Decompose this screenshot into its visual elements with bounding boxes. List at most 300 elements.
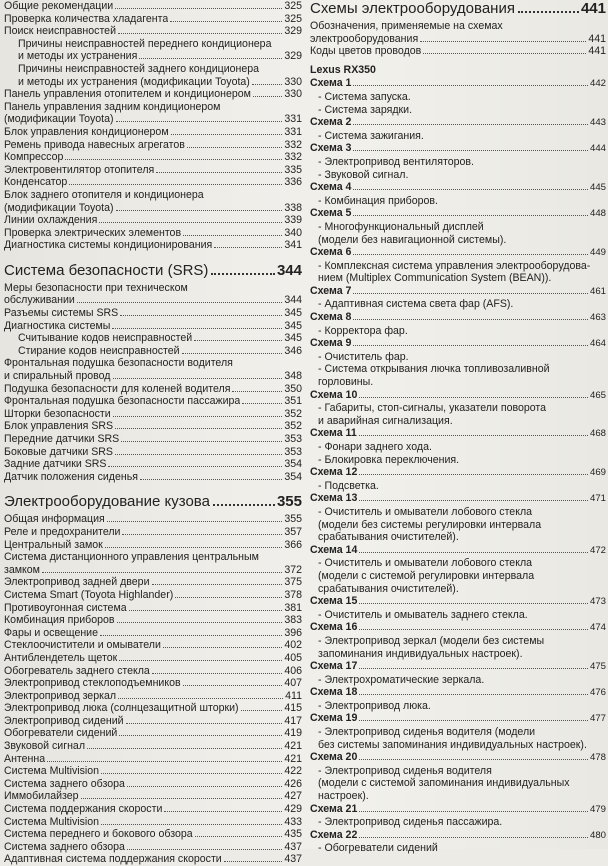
toc-entry-page: 348	[284, 370, 302, 383]
scheme-dot-leader	[359, 759, 588, 760]
scheme-description-line: - Система зарядки.	[318, 103, 413, 116]
toc-entry-title: Электропривод сидений	[4, 714, 124, 727]
scheme-description-line: и аварийная сигнализация.	[318, 414, 453, 427]
toc-entry[interactable]	[4, 294, 302, 307]
scheme-dot-leader	[359, 435, 588, 436]
toc-entry-title: Антиблендетель щеток	[4, 651, 118, 664]
scheme-page: 463	[589, 312, 606, 324]
toc-entry[interactable]	[4, 139, 302, 152]
scheme-description-line: - Очиститель фар.	[318, 350, 409, 363]
toc-entry[interactable]	[4, 345, 302, 358]
toc-dot-leader	[47, 761, 282, 762]
section-dot-leader	[211, 273, 275, 275]
toc-entry-title: электрооборудования	[310, 32, 419, 45]
scheme-dot-leader	[353, 319, 588, 320]
toc-entry-page: 378	[284, 588, 302, 601]
toc-entry-title: и спиральный провод	[4, 370, 111, 383]
scheme-description-line: запоминания индивидуальных настроек).	[318, 647, 523, 660]
toc-entry-page: 417	[284, 714, 302, 727]
toc-entry[interactable]	[4, 539, 302, 552]
scheme-dot-leader	[359, 603, 588, 604]
toc-entry-page: 421	[284, 752, 302, 765]
toc-dot-leader	[182, 353, 283, 354]
toc-entry-text-line: Блок заднего отопителя и кондиционера	[4, 188, 204, 201]
scheme-entry[interactable]	[310, 660, 606, 674]
toc-entry[interactable]	[4, 765, 302, 778]
toc-entry[interactable]	[4, 370, 302, 383]
scheme-dot-leader	[353, 345, 588, 346]
scheme-entry[interactable]	[310, 77, 606, 91]
toc-dot-leader	[115, 8, 282, 9]
toc-dot-leader	[129, 610, 283, 611]
toc-dot-leader	[163, 647, 282, 648]
toc-dot-leader	[232, 391, 282, 392]
scheme-dot-leader	[353, 189, 588, 190]
toc-entry-title: Датчик положения сиденья	[4, 470, 138, 483]
toc-dot-leader	[116, 210, 283, 211]
toc-dot-leader	[118, 698, 283, 699]
toc-entry-page: 341	[284, 239, 302, 252]
scheme-description-line: - Корректора фар.	[318, 324, 408, 337]
toc-entry-title: Адаптивная система поддержания скорости	[4, 853, 222, 866]
toc-entry-title: замком	[4, 563, 40, 576]
scheme-name: Схема 18	[310, 686, 358, 699]
toc-entry-page: 411	[285, 689, 302, 702]
toc-entry-page: 345	[284, 307, 302, 320]
toc-entry-title: Система Multivision	[4, 815, 100, 828]
scheme-description-line: - Подсветка.	[318, 479, 379, 492]
toc-entry-page: 426	[284, 777, 302, 790]
toc-entry-title: Электровентилятор отопителя	[4, 163, 155, 176]
toc-entry-page: 355	[284, 513, 302, 526]
model-heading: Lexus RX350	[310, 63, 376, 76]
scheme-page: 472	[589, 544, 606, 556]
scheme-page: 476	[589, 687, 606, 699]
toc-dot-leader	[116, 121, 283, 122]
toc-dot-leader	[105, 547, 283, 548]
scheme-name: Схема 7	[310, 284, 352, 297]
toc-entry-page: 345	[284, 319, 302, 332]
toc-entry-page: 421	[284, 740, 302, 753]
toc-entry-title: Блок управления кондиционером	[4, 125, 169, 138]
toc-entry[interactable]	[4, 803, 302, 816]
scheme-dot-leader	[359, 837, 588, 838]
scheme-dot-leader	[353, 293, 588, 294]
toc-entry[interactable]	[4, 564, 302, 577]
toc-dot-leader	[224, 861, 283, 862]
scheme-description-line: - Габариты, стоп-сигналы, указатели поворота	[318, 402, 547, 415]
scheme-entry[interactable]	[310, 427, 606, 441]
scheme-description-line: - Фонари заднего хода.	[318, 441, 432, 453]
scheme-description-line: (модели без системы регулировки интервала	[318, 518, 542, 531]
scheme-page: 443	[589, 117, 606, 129]
scheme-description-line: - Электропривод сиденья водителя (модели	[318, 726, 536, 739]
toc-entry-page: 352	[284, 420, 302, 433]
scheme-page: 445	[589, 182, 606, 194]
toc-entry[interactable]	[4, 227, 302, 240]
scheme-dot-leader	[359, 474, 588, 475]
scheme-description-line: - Звуковой сигнал.	[318, 168, 409, 181]
scheme-entry[interactable]	[310, 595, 606, 609]
toc-dot-leader	[194, 340, 282, 341]
scheme-page: 442	[589, 78, 606, 90]
scheme-name: Схема 11	[310, 427, 357, 440]
scheme-description-line: - Система открывания лючка топливозаливной	[318, 363, 550, 376]
toc-dot-leader	[121, 441, 282, 442]
toc-entry-title: Обогреватели сидений	[4, 727, 118, 740]
toc-dot-leader	[187, 147, 282, 148]
toc-entry-text-line: Панель управления задним кондиционером	[4, 100, 221, 113]
scheme-name: Схема 20	[310, 751, 358, 764]
scheme-name: Схема 12	[310, 466, 358, 479]
toc-entry-title: Центральный замок	[4, 538, 103, 551]
scheme-page: 469	[589, 467, 606, 479]
toc-entry-title: Противоугонная система	[4, 601, 127, 614]
toc-entry-title: Диагностика системы кондиционирования	[4, 239, 213, 252]
toc-entry[interactable]	[4, 727, 302, 740]
toc-entry-page: 441	[588, 45, 606, 58]
toc-entry-title: Фронтальная подушка безопасности пассажира	[4, 395, 241, 408]
toc-entry[interactable]	[4, 690, 302, 703]
toc-entry-page: 331	[284, 125, 302, 138]
toc-entry[interactable]	[4, 652, 302, 665]
scheme-entry[interactable]	[310, 285, 606, 299]
scheme-entry[interactable]	[310, 829, 606, 843]
toc-entry[interactable]	[4, 458, 302, 471]
toc-entry-page: 353	[284, 433, 302, 445]
toc-entry[interactable]	[4, 332, 302, 345]
toc-entry-title: Диагностика системы	[4, 319, 111, 332]
toc-entry[interactable]	[4, 471, 302, 484]
toc-entry-title: Считывание кодов неисправностей	[18, 332, 193, 345]
toc-entry-title: Электропривод стеклоподъемников	[4, 677, 181, 690]
toc-dot-leader	[69, 184, 282, 185]
scheme-entry[interactable]	[310, 686, 606, 700]
toc-entry-title: Электропривод зеркал	[4, 689, 117, 702]
scheme-entry[interactable]	[310, 311, 606, 325]
toc-entry-page: 329	[284, 25, 302, 38]
toc-entry[interactable]	[4, 790, 302, 803]
toc-entry[interactable]	[4, 715, 302, 728]
toc-dot-leader	[252, 84, 282, 85]
toc-entry-page: 381	[284, 601, 302, 614]
scheme-page: 479	[589, 803, 606, 815]
scheme-page: 468	[589, 428, 606, 440]
scheme-page: 478	[589, 752, 606, 764]
toc-entry-page: 335	[284, 163, 302, 176]
scheme-description-line: - Обогреватели сидений	[318, 842, 438, 855]
toc-entry-page: 415	[284, 702, 302, 715]
scheme-page: 448	[589, 208, 606, 220]
toc-dot-leader	[171, 134, 283, 135]
toc-entry[interactable]	[4, 841, 302, 854]
toc-dot-leader	[108, 466, 282, 467]
scheme-description-line: - Электропривод сиденья водителя	[318, 764, 492, 777]
scheme-description-line: - Электропривод люка.	[318, 699, 431, 712]
toc-entry[interactable]	[4, 778, 302, 791]
toc-entry[interactable]	[4, 395, 302, 408]
toc-entry-page: 350	[284, 382, 302, 395]
toc-entry-title: Обогреватель заднего стекла	[4, 664, 150, 677]
toc-entry-text-line: Причины неисправностей заднего кондиционера	[18, 62, 260, 75]
scheme-name: Схема 4	[310, 181, 352, 194]
toc-entry-page: 330	[284, 75, 302, 88]
scheme-entry[interactable]	[310, 389, 606, 403]
toc-dot-leader	[115, 454, 282, 455]
toc-entry[interactable]	[4, 420, 302, 433]
scheme-entry[interactable]	[310, 142, 606, 156]
toc-entry[interactable]	[4, 164, 302, 177]
toc-dot-leader	[122, 534, 282, 535]
toc-entry[interactable]	[4, 76, 302, 89]
scheme-entry[interactable]	[310, 116, 606, 130]
toc-dot-leader	[164, 811, 282, 812]
scheme-dot-leader	[359, 629, 588, 630]
scheme-page: 474	[589, 622, 606, 634]
toc-entry[interactable]	[4, 614, 302, 627]
toc-dot-leader	[120, 315, 282, 316]
toc-entry-page: 353	[284, 445, 302, 458]
toc-entry-title: Антенна	[4, 752, 46, 765]
toc-entry[interactable]	[4, 816, 302, 829]
toc-dot-leader	[100, 635, 282, 636]
toc-entry[interactable]	[4, 446, 302, 459]
section-page: 344	[276, 261, 302, 279]
toc-entry[interactable]	[4, 433, 302, 446]
toc-entry[interactable]	[4, 513, 302, 526]
toc-entry-page: 340	[284, 226, 302, 239]
toc-entry[interactable]	[4, 88, 302, 101]
toc-entry-page: 354	[284, 470, 302, 483]
scheme-description-line: - Многофункциональный дисплей	[318, 220, 484, 233]
toc-entry-page: 354	[284, 458, 302, 471]
scheme-description-line: - Адаптивная система света фар (AFS).	[318, 298, 514, 311]
toc-entry-page: 433	[284, 815, 302, 828]
toc-entry-title: Реле и предохранители	[4, 525, 121, 538]
toc-entry-title: Панель управления отопителем и кондиционером	[4, 88, 251, 101]
scheme-entry[interactable]	[310, 544, 606, 558]
scheme-dot-leader	[359, 811, 588, 812]
toc-entry-page: 372	[284, 563, 302, 576]
toc-entry-page: 435	[284, 828, 302, 841]
toc-entry-title: (модификации Toyota)	[4, 201, 114, 214]
toc-entry-page: 346	[284, 344, 302, 357]
toc-entry[interactable]	[4, 576, 302, 589]
scheme-entry[interactable]	[310, 621, 606, 635]
section-title: Система безопасности (SRS)	[4, 261, 209, 279]
toc-entry-page: 441	[588, 32, 606, 45]
toc-entry-page: 437	[284, 840, 302, 853]
scheme-entry[interactable]	[310, 466, 606, 480]
scheme-dot-leader	[359, 397, 588, 398]
scheme-description-line: нием (Multiplex Communication System (BEAN)).	[318, 272, 552, 285]
toc-entry-title: Система Multivision	[4, 765, 100, 778]
toc-entry-title: Звуковой сигнал	[4, 740, 85, 753]
scheme-dot-leader	[353, 124, 588, 125]
scheme-name: Схема 8	[310, 311, 352, 324]
scheme-name: Схема 22	[310, 828, 358, 841]
toc-dot-leader	[119, 735, 282, 736]
toc-entry[interactable]	[4, 239, 302, 252]
toc-entry[interactable]	[4, 320, 302, 333]
toc-entry[interactable]	[4, 665, 302, 678]
toc-entry-title: Подушка безопасности для коленей водителя	[4, 382, 231, 395]
toc-entry[interactable]	[4, 602, 302, 615]
toc-dot-leader	[156, 172, 282, 173]
toc-entry-title: Электропривод задней двери	[4, 576, 150, 589]
toc-entry-title: Система заднего обзора	[4, 840, 125, 853]
scheme-description-line: - Электрохроматические зеркала.	[318, 673, 485, 686]
toc-entry[interactable]	[4, 13, 302, 26]
toc-entry-page: 396	[284, 626, 302, 639]
toc-dot-leader	[118, 33, 282, 34]
toc-entry[interactable]	[4, 0, 302, 13]
toc-entry-page: 357	[284, 525, 302, 538]
section-page: 441	[580, 0, 606, 17]
toc-entry[interactable]	[4, 176, 302, 189]
scheme-entry[interactable]	[310, 181, 606, 195]
toc-entry[interactable]	[4, 126, 302, 139]
toc-entry-title: и методы их устранения	[18, 50, 138, 63]
toc-entry-page: 325	[284, 12, 302, 25]
toc-dot-leader	[183, 685, 283, 686]
scheme-page: 475	[589, 661, 606, 673]
toc-entry[interactable]	[4, 202, 302, 215]
scheme-dot-leader	[359, 668, 588, 669]
toc-entry[interactable]	[4, 740, 302, 753]
toc-entry[interactable]	[4, 307, 302, 320]
scheme-name: Схема 17	[310, 660, 358, 673]
toc-entry[interactable]	[4, 383, 302, 396]
toc-dot-leader	[119, 660, 282, 661]
scheme-entry[interactable]	[310, 246, 606, 260]
toc-dot-leader	[101, 824, 282, 825]
toc-entry[interactable]	[4, 828, 302, 841]
toc-entry[interactable]	[4, 702, 302, 715]
toc-dot-leader	[253, 96, 282, 97]
scheme-name: Схема 6	[310, 246, 352, 259]
toc-entry[interactable]	[4, 639, 302, 652]
scheme-description-line: - Очиститель и омыватели лобового стекла	[318, 557, 533, 570]
toc-dot-leader	[113, 416, 283, 417]
toc-entry-text-line: Фронтальная подушка безопасности водителя	[4, 357, 233, 370]
scheme-entry[interactable]	[310, 337, 606, 351]
toc-entry-page: 332	[284, 138, 302, 151]
toc-entry-title: Блок управления SRS	[4, 420, 114, 433]
toc-entry[interactable]	[4, 25, 302, 38]
toc-entry-title: Передние датчики SRS	[4, 433, 120, 445]
section-heading[interactable]	[4, 262, 302, 280]
scheme-dot-leader	[353, 254, 588, 255]
toc-entry-title: Разъемы системы SRS	[4, 307, 119, 320]
toc-entry-page: 338	[284, 201, 302, 214]
toc-entry-title: Электропривод люка (солнцезащитной шторки)	[4, 702, 239, 715]
toc-dot-leader	[126, 723, 283, 724]
section-heading[interactable]	[310, 0, 606, 18]
toc-entry-title: Проверка количества хладагента	[4, 12, 169, 25]
toc-entry-page: 405	[284, 651, 302, 664]
toc-dot-leader	[140, 479, 282, 480]
scheme-dot-leader	[353, 215, 588, 216]
toc-entry[interactable]	[4, 853, 302, 866]
scheme-entry[interactable]	[310, 712, 606, 726]
toc-dot-leader	[107, 521, 283, 522]
scheme-name: Схема 3	[310, 142, 352, 155]
toc-entry-page: 330	[284, 88, 302, 101]
toc-entry-text-line: Меры безопасности при техническом	[4, 281, 188, 294]
toc-entry-title: Общие рекомендации	[4, 0, 114, 12]
scheme-name: Схема 10	[310, 388, 358, 401]
scheme-description-line: (модели с системой запоминания индивидуальных	[318, 777, 570, 790]
toc-entry-title: Боковые датчики SRS	[4, 445, 113, 458]
toc-entry[interactable]	[4, 627, 302, 640]
toc-entry-title: обслуживании	[4, 294, 75, 307]
toc-entry[interactable]	[4, 677, 302, 690]
toc-entry[interactable]	[4, 753, 302, 766]
toc-entry[interactable]	[4, 589, 302, 602]
toc-entry-title: Коды цветов проводов	[310, 45, 422, 58]
toc-entry-page: 331	[284, 113, 302, 126]
scheme-entry[interactable]	[310, 492, 606, 506]
toc-dot-leader	[242, 403, 282, 404]
toc-entry-title: Шторки безопасности	[4, 407, 111, 420]
toc-entry-title: Задние датчики SRS	[4, 458, 107, 471]
toc-entry-page: 344	[284, 294, 302, 307]
scheme-dot-leader	[359, 694, 588, 695]
scheme-name: Схема 14	[310, 543, 358, 556]
toc-dot-leader	[115, 428, 282, 429]
toc-dot-leader	[87, 748, 282, 749]
toc-entry[interactable]	[4, 526, 302, 539]
toc-entry-title: (модификации Toyota)	[4, 113, 114, 126]
toc-entry-title: Иммобилайзер	[4, 790, 79, 803]
scheme-description-line: срабатывания очистителей).	[318, 531, 459, 544]
toc-dot-leader	[113, 378, 283, 379]
toc-entry[interactable]	[4, 408, 302, 421]
toc-entry[interactable]	[4, 113, 302, 126]
toc-entry-page: 427	[284, 790, 302, 803]
toc-entry-page: 437	[284, 853, 302, 866]
toc-entry-page: 352	[284, 407, 302, 420]
toc-entry-title: Комбинация приборов	[4, 614, 115, 627]
scheme-entry[interactable]	[310, 207, 606, 221]
toc-entry[interactable]	[4, 214, 302, 227]
toc-entry[interactable]	[310, 45, 606, 58]
toc-dot-leader	[423, 53, 586, 54]
toc-entry[interactable]	[4, 151, 302, 164]
toc-entry-page: 429	[284, 803, 302, 816]
scheme-entry[interactable]	[310, 803, 606, 817]
toc-entry-title: Стеклоочистители и омыватели	[4, 639, 161, 652]
scheme-description-line: - Электропривод вентиляторов.	[318, 155, 474, 168]
scheme-description-line: (модели с системой регулировки интервала	[318, 569, 535, 582]
toc-entry-page: 406	[284, 664, 302, 677]
toc-entry-page: 375	[284, 576, 302, 589]
toc-entry-page: 407	[284, 677, 302, 690]
scheme-description-line: - Комбинация приборов.	[318, 194, 438, 207]
scheme-entry[interactable]	[310, 751, 606, 765]
toc-entry[interactable]	[310, 33, 606, 46]
scheme-page: 471	[589, 493, 606, 505]
toc-entry-text-line: Система дистанционного управления центральным	[4, 551, 259, 564]
toc-entry-page: 402	[284, 639, 302, 652]
section-heading[interactable]	[4, 493, 302, 511]
toc-entry-text-line: Причины неисправностей переднего кондиционера	[18, 37, 272, 50]
scheme-name: Схема 9	[310, 337, 352, 350]
scheme-page: 465	[589, 389, 606, 401]
toc-entry[interactable]	[4, 50, 302, 63]
toc-entry-page: 422	[284, 765, 302, 778]
